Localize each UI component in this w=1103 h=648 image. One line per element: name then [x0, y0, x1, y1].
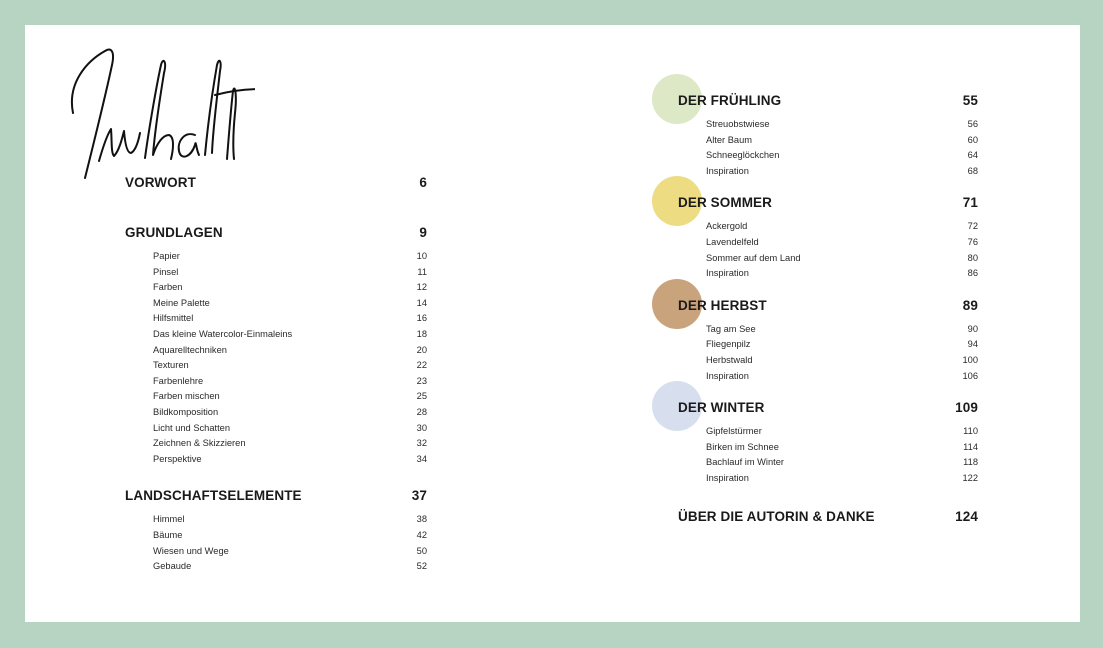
entry-label: Zeichnen & Skizzieren [153, 438, 246, 449]
entry-label: Birken im Schnee [706, 441, 779, 452]
toc-entry[interactable] [153, 327, 427, 343]
section-sommer[interactable] [678, 195, 978, 281]
entry-label: Inspiration [706, 472, 749, 483]
entry-page: 64 [967, 150, 978, 161]
entry-label: Hilfsmittel [153, 313, 194, 324]
entry-label: Himmel [153, 514, 185, 525]
section-title: DER HERBST [678, 297, 767, 313]
section-items [678, 117, 978, 179]
entry-page: 80 [967, 252, 978, 263]
section-heading [678, 509, 978, 524]
section-page: 6 [419, 175, 427, 190]
section-title: GRUNDLAGEN [125, 225, 223, 240]
entry-label: Schneeglöckchen [706, 150, 780, 161]
entry-page: 14 [416, 297, 427, 308]
toc-entry[interactable] [706, 424, 978, 440]
toc-page [25, 25, 1080, 622]
section-page: 109 [955, 400, 978, 416]
toc-entry[interactable] [153, 296, 427, 312]
entry-label: Inspiration [706, 268, 749, 279]
section-landschaftselemente[interactable] [125, 488, 427, 574]
entry-label: Gebaude [153, 561, 192, 572]
toc-entry[interactable] [706, 266, 978, 282]
entry-label: Gipfelstürmer [706, 426, 762, 437]
entry-label: Streuobstwiese [706, 119, 770, 129]
section-heading [125, 488, 427, 503]
entry-page: 34 [416, 453, 427, 464]
section-heading [678, 93, 978, 108]
entry-page: 32 [416, 438, 427, 449]
toc-entry[interactable] [153, 280, 427, 296]
entry-label: Alter Baum [706, 134, 752, 145]
section-heading [125, 175, 427, 190]
toc-entry[interactable] [706, 369, 978, 385]
entry-label: Herbstwald [706, 354, 753, 365]
entry-page: 50 [416, 545, 427, 556]
entry-label: Sommer auf dem Land [706, 252, 801, 263]
section-fruehling[interactable] [678, 93, 978, 179]
entry-page: 42 [416, 529, 427, 540]
section-page: 71 [962, 195, 978, 211]
toc-entry[interactable] [706, 117, 978, 133]
toc-entry[interactable] [153, 343, 427, 359]
section-grundlagen[interactable] [125, 225, 427, 467]
section-title: VORWORT [125, 175, 196, 190]
entry-page: 94 [967, 339, 978, 350]
entry-page: 100 [962, 354, 978, 365]
toc-entry[interactable] [706, 353, 978, 369]
entry-page: 114 [963, 441, 978, 452]
entry-label: Farben mischen [153, 391, 220, 402]
toc-entry[interactable] [706, 322, 978, 338]
section-page: 37 [411, 488, 427, 504]
toc-entry[interactable] [153, 452, 427, 468]
entry-page: 110 [963, 426, 978, 437]
toc-entry[interactable] [153, 512, 427, 528]
entry-page: 30 [416, 422, 427, 433]
entry-page: 52 [416, 561, 427, 572]
toc-entry[interactable] [153, 544, 427, 560]
toc-entry[interactable] [706, 337, 978, 353]
entry-page: 38 [416, 514, 427, 525]
section-heading [678, 298, 978, 313]
toc-entry[interactable] [706, 251, 978, 267]
toc-entry[interactable] [706, 164, 978, 180]
toc-entry[interactable] [706, 235, 978, 251]
entry-label: Licht und Schatten [153, 422, 231, 433]
entry-page: 10 [416, 251, 427, 261]
section-page: 9 [419, 225, 427, 240]
toc-entry[interactable] [153, 311, 427, 327]
toc-entry[interactable] [153, 358, 427, 374]
entry-page: 68 [967, 165, 978, 176]
section-items [678, 424, 978, 486]
toc-entry[interactable] [153, 421, 427, 437]
entry-page: 86 [967, 268, 978, 279]
section-heading [678, 400, 978, 415]
entry-label: Bildkomposition [153, 406, 219, 417]
entry-label: Meine Palette [153, 297, 210, 308]
toc-entry[interactable] [706, 440, 978, 456]
toc-entry[interactable] [153, 389, 427, 405]
section-page: 89 [962, 297, 978, 313]
entry-page: 25 [416, 391, 427, 402]
section-herbst[interactable] [678, 298, 978, 384]
toc-entry[interactable] [153, 405, 427, 421]
entry-page: 20 [416, 344, 427, 355]
section-heading [125, 225, 427, 240]
entry-page: 60 [967, 134, 978, 145]
entry-page: 90 [967, 323, 978, 334]
section-title: DER WINTER [678, 400, 765, 416]
toc-left-column [125, 175, 427, 575]
entry-page: 28 [416, 406, 427, 417]
entry-label: Pinsel [153, 266, 179, 277]
entry-label: Bachlauf im Winter [706, 457, 785, 468]
entry-label: Inspiration [706, 165, 749, 176]
toc-entry[interactable] [706, 219, 978, 235]
entry-label: Ackergold [706, 221, 748, 232]
entry-label: Perspektive [153, 453, 202, 464]
entry-label: Das kleine Watercolor-Einmaleins [153, 328, 293, 339]
entry-page: 16 [416, 313, 427, 324]
section-title: ÜBER DIE AUTORIN & DANKE [678, 508, 875, 524]
entry-label: Texturen [153, 360, 189, 371]
entry-page: 106 [962, 370, 978, 381]
entry-label: Tag am See [706, 323, 756, 334]
entry-label: Aquarelltechniken [153, 344, 227, 355]
entry-page: 56 [967, 119, 978, 129]
entry-label: Inspiration [706, 370, 749, 381]
section-title: DER SOMMER [678, 195, 773, 211]
inhalt-script-title [65, 43, 255, 183]
toc-entry[interactable] [706, 455, 978, 471]
entry-page: 76 [967, 236, 978, 247]
entry-page: 118 [963, 457, 978, 468]
section-page: 55 [962, 93, 978, 108]
toc-right-column [678, 93, 978, 524]
entry-label: Fliegenpilz [706, 339, 751, 350]
entry-label: Papier [153, 251, 180, 261]
section-page: 124 [955, 508, 978, 524]
entry-page: 23 [416, 375, 427, 386]
toc-entry[interactable] [153, 528, 427, 544]
entry-label: Lavendelfeld [706, 236, 759, 247]
toc-entry[interactable] [153, 249, 427, 265]
entry-label: Wiesen und Wege [153, 545, 229, 556]
entry-label: Farben [153, 282, 183, 293]
toc-entry[interactable] [706, 148, 978, 164]
toc-entry[interactable] [706, 133, 978, 149]
section-items [678, 322, 978, 384]
section-items [678, 219, 978, 281]
toc-entry[interactable] [153, 265, 427, 281]
section-items [125, 512, 427, 574]
section-ueber-die-autorin[interactable] [678, 509, 978, 524]
section-winter[interactable] [678, 400, 978, 486]
entry-label: Bäume [153, 529, 183, 540]
entry-page: 18 [416, 328, 427, 339]
section-title: LANDSCHAFTSELEMENTE [125, 488, 302, 504]
section-heading [678, 195, 978, 210]
entry-page: 11 [417, 266, 427, 277]
entry-page: 72 [967, 221, 978, 232]
entry-page: 12 [416, 282, 427, 293]
section-vorwort[interactable] [125, 175, 427, 190]
entry-label: Farbenlehre [153, 375, 204, 386]
section-title: DER FRÜHLING [678, 93, 782, 108]
entry-page: 22 [416, 360, 427, 371]
toc-entry[interactable] [153, 374, 427, 390]
section-items [125, 249, 427, 467]
toc-entry[interactable] [153, 559, 427, 575]
entry-page: 122 [962, 472, 978, 483]
toc-entry[interactable] [706, 471, 978, 487]
toc-entry[interactable] [153, 436, 427, 452]
